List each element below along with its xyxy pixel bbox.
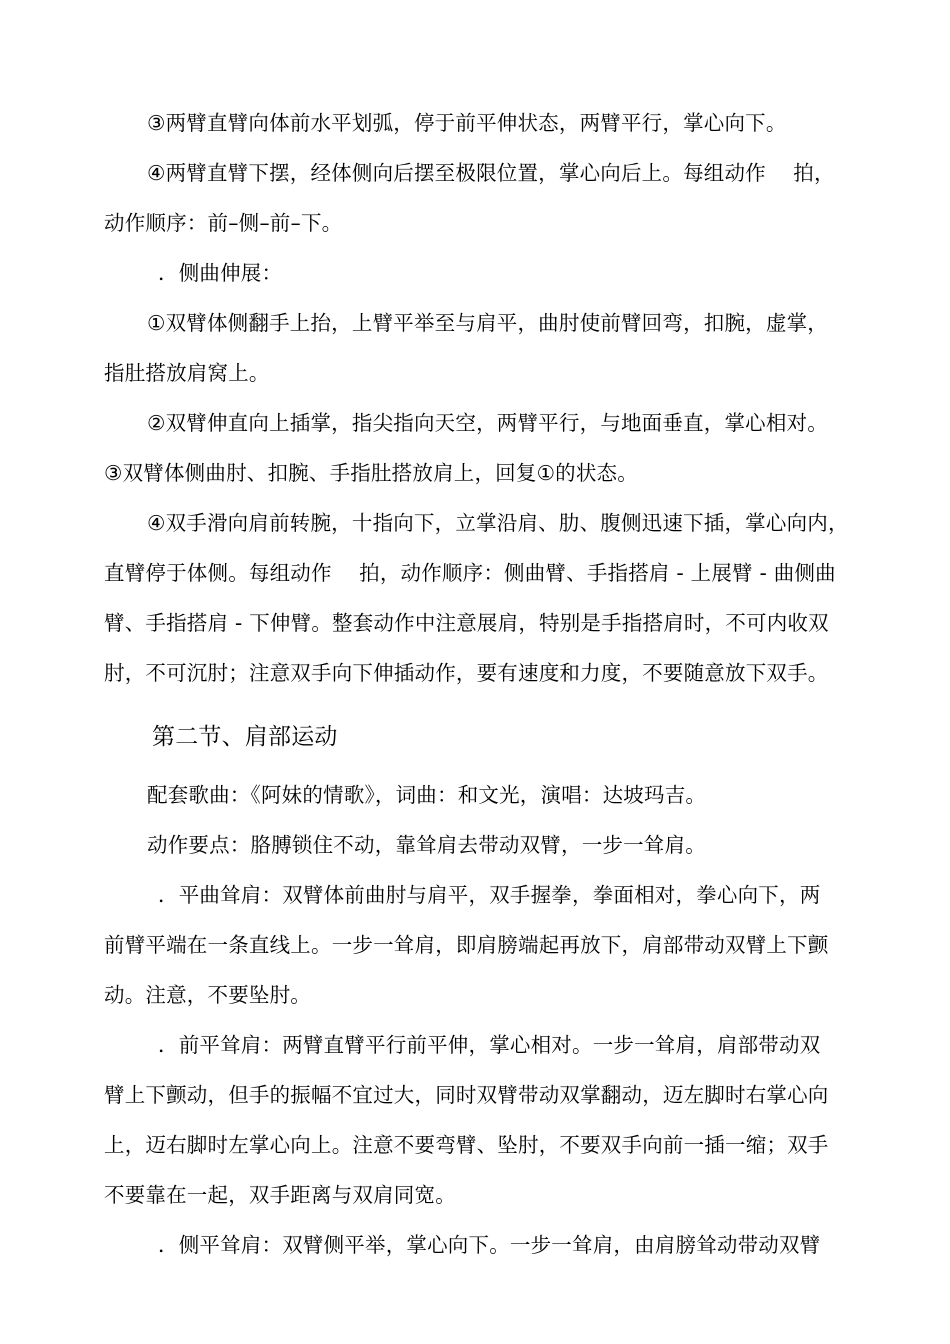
paragraph-line: ．侧平耸肩：双臂侧平举，掌心向下。一步一耸肩，由肩膀耸动带动双臂 — [158, 1233, 821, 1257]
paragraph-line: ．前平耸肩：两臂直臂平行前平伸，掌心相对。一步一耸肩，肩部带动双 — [158, 1033, 821, 1057]
paragraph-line: 肘，不可沉肘；注意双手向下伸插动作，要有速度和力度，不要随意放下双手。 — [104, 661, 829, 685]
paragraph-line: 直臂停于体侧。每组动作 拍，动作顺序：侧曲臂、手指搭肩 - 上展臂 - 曲侧曲 — [104, 561, 836, 585]
paragraph-line: ①双臂体侧翻手上抬，上臂平举至与肩平，曲肘使前臂回弯，扣腕，虚掌， — [147, 311, 828, 335]
paragraph-line: 不要靠在一起，双手距离与双肩同宽。 — [104, 1183, 456, 1207]
paragraph-line: 前臂平端在一条直线上。一步一耸肩，即肩膀端起再放下，肩部带动双臂上下颤 — [104, 933, 829, 957]
paragraph-line: ④双手滑向肩前转腕，十指向下，立掌沿肩、肋、腹侧迅速下插，掌心向内， — [147, 511, 849, 535]
paragraph-line: ②双臂伸直向上插掌，指尖指向天空，两臂平行，与地面垂直，掌心相对。 — [147, 411, 828, 435]
paragraph-line: 配套歌曲：《阿妹的情歌》，词曲：和文光，演唱：达坡玛吉。 — [147, 783, 707, 807]
paragraph-line: ③两臂直臂向体前水平划弧，停于前平伸状态，两臂平行，掌心向下。 — [147, 111, 787, 135]
paragraph-line: 臂、手指搭肩 - 下伸臂。整套动作中注意展肩，特别是手指搭肩时，不可内收双 — [104, 611, 829, 635]
paragraph-line: ．平曲耸肩：双臂体前曲肘与肩平，双手握拳，拳面相对，拳心向下，两 — [158, 883, 821, 907]
paragraph-line: 动作顺序：前–侧–前–下。 — [104, 211, 343, 235]
paragraph-line: 上，迈右脚时左掌心向上。注意不要弯臂、坠肘，不要双手向前一插一缩；双手 — [104, 1133, 829, 1157]
paragraph-line: ③双臂体侧曲肘、扣腕、手指肚搭放肩上，回复①的状态。 — [104, 461, 638, 485]
paragraph-line: 动。注意，不要坠肘。 — [104, 983, 311, 1007]
paragraph-line: 动作要点：胳膊锁住不动，靠耸肩去带动双臂，一步一耸肩。 — [147, 833, 706, 857]
paragraph-line: ④两臂直臂下摆，经体侧向后摆至极限位置，掌心向后上。每组动作 拍， — [147, 161, 835, 185]
subheading-line: ．侧曲伸展： — [158, 261, 283, 285]
section-heading: 第二节、肩部运动 — [152, 724, 338, 750]
paragraph-line: 指肚搭放肩窝上。 — [104, 361, 270, 385]
paragraph-line: 臂上下颤动，但手的振幅不宜过大，同时双臂带动双掌翻动，迈左脚时右掌心向 — [104, 1083, 829, 1107]
